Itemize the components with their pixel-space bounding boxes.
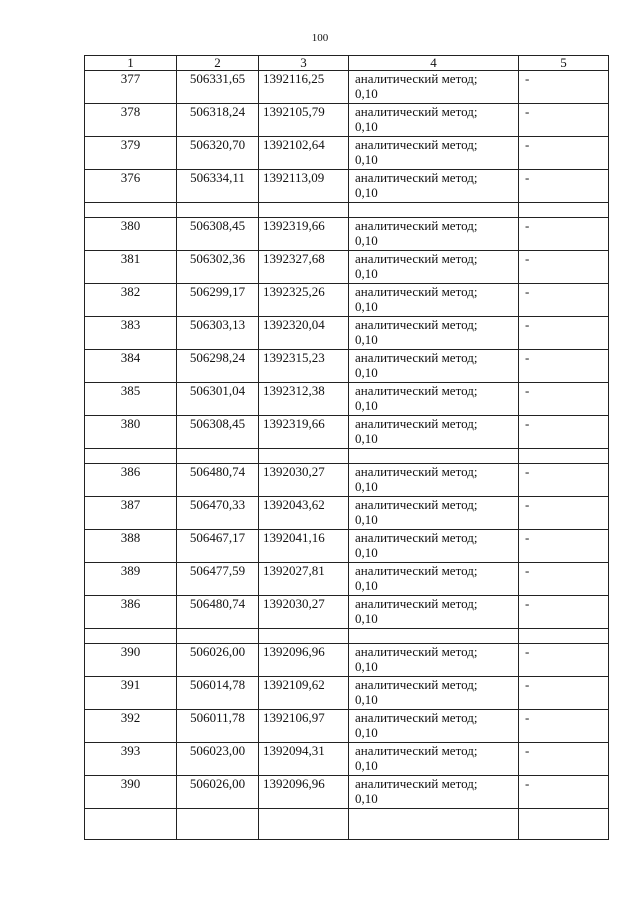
x-coordinate-cell: 506470,33 [177, 497, 259, 530]
precision-text: 0,10 [355, 431, 378, 446]
method-text: аналитический метод; [355, 464, 478, 479]
y-coordinate-cell: 1392094,31 [259, 743, 349, 776]
y-coordinate-cell: 1392315,23 [259, 350, 349, 383]
table-row [85, 170, 609, 203]
method-cell [349, 530, 519, 563]
method-text: аналитический метод; [355, 497, 478, 512]
x-coordinate-cell: 506308,45 [177, 218, 259, 251]
table-row [85, 677, 609, 710]
method-text: аналитический метод; [355, 104, 478, 119]
column-header-5: 5 [519, 56, 609, 71]
point-number-cell: 380 [85, 218, 177, 251]
y-coordinate-cell: 1392030,27 [259, 596, 349, 629]
method-text: аналитический метод; [355, 383, 478, 398]
column-header-3: 3 [259, 56, 349, 71]
x-coordinate-cell: 506480,74 [177, 596, 259, 629]
method-text: аналитический метод; [355, 710, 478, 725]
method-text: аналитический метод; [355, 71, 478, 86]
table-row [85, 350, 609, 383]
method-text: аналитический метод; [355, 284, 478, 299]
method-cell [349, 596, 519, 629]
precision-text: 0,10 [355, 791, 378, 806]
table-row [85, 644, 609, 677]
method-cell [349, 350, 519, 383]
method-text: аналитический метод; [355, 350, 478, 365]
y-coordinate-cell: 1392105,79 [259, 104, 349, 137]
y-coordinate-cell: 1392027,81 [259, 563, 349, 596]
separator-row [85, 449, 609, 464]
precision-text: 0,10 [355, 545, 378, 560]
note-cell: - [519, 743, 609, 776]
y-coordinate-cell: 1392325,26 [259, 284, 349, 317]
precision-text: 0,10 [355, 398, 378, 413]
note-cell: - [519, 350, 609, 383]
separator-row [85, 809, 609, 840]
x-coordinate-cell: 506480,74 [177, 464, 259, 497]
method-text: аналитический метод; [355, 530, 478, 545]
point-number-cell: 391 [85, 677, 177, 710]
empty-cell [259, 629, 349, 644]
method-cell [349, 218, 519, 251]
method-cell [349, 383, 519, 416]
x-coordinate-cell: 506026,00 [177, 776, 259, 809]
empty-cell [349, 203, 519, 218]
x-coordinate-cell: 506298,24 [177, 350, 259, 383]
method-cell [349, 644, 519, 677]
note-cell: - [519, 284, 609, 317]
precision-text: 0,10 [355, 332, 378, 347]
table-row [85, 284, 609, 317]
note-cell: - [519, 383, 609, 416]
precision-text: 0,10 [355, 758, 378, 773]
column-header-1: 1 [85, 56, 177, 71]
precision-text: 0,10 [355, 86, 378, 101]
empty-cell [177, 449, 259, 464]
y-coordinate-cell: 1392109,62 [259, 677, 349, 710]
y-coordinate-cell: 1392041,16 [259, 530, 349, 563]
scan-edge-marks [0, 888, 640, 898]
precision-text: 0,10 [355, 659, 378, 674]
precision-text: 0,10 [355, 692, 378, 707]
empty-cell [177, 203, 259, 218]
note-cell: - [519, 137, 609, 170]
x-coordinate-cell: 506331,65 [177, 71, 259, 104]
note-cell: - [519, 497, 609, 530]
x-coordinate-cell: 506026,00 [177, 644, 259, 677]
method-text: аналитический метод; [355, 776, 478, 791]
empty-cell [259, 449, 349, 464]
precision-text: 0,10 [355, 119, 378, 134]
point-number-cell: 383 [85, 317, 177, 350]
method-text: аналитический метод; [355, 251, 478, 266]
precision-text: 0,10 [355, 611, 378, 626]
method-cell [349, 677, 519, 710]
precision-text: 0,10 [355, 233, 378, 248]
empty-cell [519, 203, 609, 218]
note-cell: - [519, 464, 609, 497]
point-number-cell: 390 [85, 644, 177, 677]
page-number: 100 [311, 32, 329, 44]
empty-cell [349, 629, 519, 644]
method-cell [349, 71, 519, 104]
precision-text: 0,10 [355, 299, 378, 314]
method-cell [349, 743, 519, 776]
y-coordinate-cell: 1392113,09 [259, 170, 349, 203]
x-coordinate-cell: 506014,78 [177, 677, 259, 710]
x-coordinate-cell: 506477,59 [177, 563, 259, 596]
table-row [85, 464, 609, 497]
x-coordinate-cell: 506320,70 [177, 137, 259, 170]
method-text: аналитический метод; [355, 416, 478, 431]
precision-text: 0,10 [355, 479, 378, 494]
method-text: аналитический метод; [355, 644, 478, 659]
note-cell: - [519, 563, 609, 596]
method-text: аналитический метод; [355, 170, 478, 185]
x-coordinate-cell: 506301,04 [177, 383, 259, 416]
x-coordinate-cell: 506467,17 [177, 530, 259, 563]
method-text: аналитический метод; [355, 563, 478, 578]
method-cell [349, 464, 519, 497]
method-cell [349, 776, 519, 809]
table-row [85, 596, 609, 629]
method-text: аналитический метод; [355, 137, 478, 152]
column-header-2: 2 [177, 56, 259, 71]
table-row [85, 251, 609, 284]
empty-cell [85, 203, 177, 218]
method-text: аналитический метод; [355, 677, 478, 692]
point-number-cell: 386 [85, 596, 177, 629]
table-row [85, 743, 609, 776]
point-number-cell: 386 [85, 464, 177, 497]
method-cell [349, 416, 519, 449]
method-cell [349, 137, 519, 170]
method-cell [349, 104, 519, 137]
point-number-cell: 382 [85, 284, 177, 317]
empty-cell [259, 203, 349, 218]
point-number-cell: 389 [85, 563, 177, 596]
precision-text: 0,10 [355, 725, 378, 740]
table-row [85, 776, 609, 809]
y-coordinate-cell: 1392030,27 [259, 464, 349, 497]
table-row [85, 317, 609, 350]
method-text: аналитический метод; [355, 596, 478, 611]
method-cell [349, 563, 519, 596]
note-cell: - [519, 644, 609, 677]
coordinates-table [84, 55, 609, 840]
empty-cell [85, 449, 177, 464]
method-cell [349, 497, 519, 530]
point-number-cell: 388 [85, 530, 177, 563]
y-coordinate-cell: 1392043,62 [259, 497, 349, 530]
empty-cell [177, 809, 259, 840]
table-row [85, 497, 609, 530]
method-text: аналитический метод; [355, 317, 478, 332]
precision-text: 0,10 [355, 512, 378, 527]
separator-row [85, 203, 609, 218]
note-cell: - [519, 170, 609, 203]
table-row [85, 563, 609, 596]
column-header-4: 4 [349, 56, 519, 71]
point-number-cell: 387 [85, 497, 177, 530]
table-row [85, 416, 609, 449]
y-coordinate-cell: 1392096,96 [259, 644, 349, 677]
method-cell [349, 170, 519, 203]
empty-cell [519, 629, 609, 644]
x-coordinate-cell: 506303,13 [177, 317, 259, 350]
note-cell: - [519, 218, 609, 251]
table-row [85, 710, 609, 743]
note-cell: - [519, 530, 609, 563]
method-text: аналитический метод; [355, 743, 478, 758]
method-cell [349, 284, 519, 317]
method-cell [349, 710, 519, 743]
point-number-cell: 385 [85, 383, 177, 416]
method-cell [349, 251, 519, 284]
precision-text: 0,10 [355, 365, 378, 380]
y-coordinate-cell: 1392102,64 [259, 137, 349, 170]
note-cell: - [519, 251, 609, 284]
x-coordinate-cell: 506334,11 [177, 170, 259, 203]
table-row [85, 137, 609, 170]
y-coordinate-cell: 1392116,25 [259, 71, 349, 104]
empty-cell [519, 449, 609, 464]
empty-cell [259, 809, 349, 840]
note-cell: - [519, 710, 609, 743]
empty-cell [349, 809, 519, 840]
precision-text: 0,10 [355, 578, 378, 593]
precision-text: 0,10 [355, 266, 378, 281]
table-row [85, 383, 609, 416]
empty-cell [519, 809, 609, 840]
separator-row [85, 629, 609, 644]
empty-cell [85, 809, 177, 840]
table-row [85, 71, 609, 104]
table-row [85, 530, 609, 563]
point-number-cell: 381 [85, 251, 177, 284]
y-coordinate-cell: 1392319,66 [259, 218, 349, 251]
x-coordinate-cell: 506299,17 [177, 284, 259, 317]
y-coordinate-cell: 1392312,38 [259, 383, 349, 416]
y-coordinate-cell: 1392319,66 [259, 416, 349, 449]
note-cell: - [519, 677, 609, 710]
table-header-row [85, 56, 609, 71]
point-number-cell: 376 [85, 170, 177, 203]
y-coordinate-cell: 1392106,97 [259, 710, 349, 743]
method-text: аналитический метод; [355, 218, 478, 233]
empty-cell [177, 629, 259, 644]
y-coordinate-cell: 1392320,04 [259, 317, 349, 350]
note-cell: - [519, 317, 609, 350]
note-cell: - [519, 596, 609, 629]
point-number-cell: 392 [85, 710, 177, 743]
empty-cell [349, 449, 519, 464]
precision-text: 0,10 [355, 152, 378, 167]
point-number-cell: 384 [85, 350, 177, 383]
table-row [85, 104, 609, 137]
y-coordinate-cell: 1392096,96 [259, 776, 349, 809]
table-row [85, 218, 609, 251]
point-number-cell: 379 [85, 137, 177, 170]
point-number-cell: 390 [85, 776, 177, 809]
y-coordinate-cell: 1392327,68 [259, 251, 349, 284]
point-number-cell: 377 [85, 71, 177, 104]
method-cell [349, 317, 519, 350]
empty-cell [85, 629, 177, 644]
x-coordinate-cell: 506308,45 [177, 416, 259, 449]
x-coordinate-cell: 506023,00 [177, 743, 259, 776]
note-cell: - [519, 416, 609, 449]
point-number-cell: 393 [85, 743, 177, 776]
note-cell: - [519, 104, 609, 137]
point-number-cell: 380 [85, 416, 177, 449]
coordinates-table-body [85, 56, 609, 840]
point-number-cell: 378 [85, 104, 177, 137]
x-coordinate-cell: 506302,36 [177, 251, 259, 284]
precision-text: 0,10 [355, 185, 378, 200]
x-coordinate-cell: 506011,78 [177, 710, 259, 743]
x-coordinate-cell: 506318,24 [177, 104, 259, 137]
note-cell: - [519, 71, 609, 104]
note-cell: - [519, 776, 609, 809]
